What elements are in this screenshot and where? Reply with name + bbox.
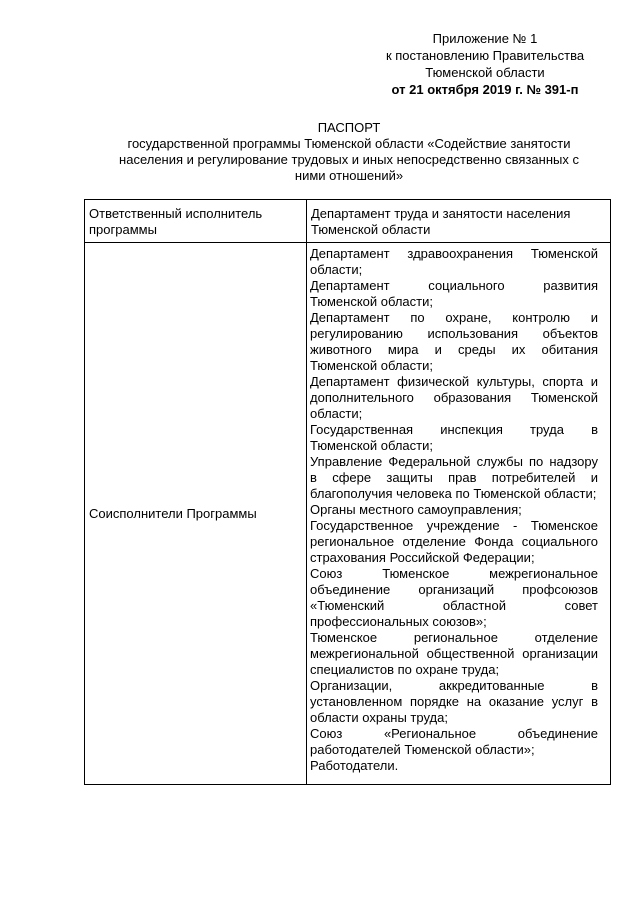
list-item: Союз Тюменское межрегиональное объединение организаций профсоюзов «Тюменский областной совет профессиональных союзов»; (310, 566, 598, 629)
coexecutors-list (307, 243, 611, 785)
responsible-value: Департамент труда и занятости населения Тюменской области (307, 200, 611, 243)
coexecutors-label: Соисполнители Программы (85, 243, 307, 785)
list-item: Государственная инспекция труда в Тюменской области; (310, 422, 598, 453)
list-item: Департамент здравоохранения Тюменской области; (310, 246, 598, 277)
passport-table (84, 199, 611, 785)
title-line-1: государственной программы Тюменской области «Содействие занятости (127, 136, 571, 151)
appendix-header (360, 30, 610, 98)
list-item: Департамент социального развития Тюменской области; (310, 278, 598, 309)
list-item: Департамент физической культуры, спорта и дополнительного образования Тюменской области; (310, 374, 598, 421)
list-item: Работодатели. (310, 758, 399, 773)
appendix-reference: к постановлению Правительства (385, 48, 585, 63)
title-line-3: ними отношений» (294, 168, 404, 183)
appendix-number: Приложение № 1 (432, 31, 538, 46)
list-item: Союз «Региональное объединение работодателей Тюменской области»; (310, 726, 598, 757)
table-row-responsible (85, 200, 611, 243)
title-line-2: населения и регулирование трудовых и иных непосредственно связанных с (119, 152, 579, 167)
list-item: Организации, аккредитованные в установленном порядке на оказание услуг в области охраны труда; (310, 678, 598, 725)
list-item: Органы местного самоуправления; (310, 502, 522, 517)
document-title (84, 120, 614, 184)
table-row-coexecutors (85, 243, 611, 785)
title-heading: ПАСПОРТ (317, 120, 381, 135)
list-item: Государственное учреждение - Тюменское региональное отделение Фонда социального страхования Российской Федерации; (310, 518, 598, 565)
appendix-decree-date: от 21 октября 2019 г. № 391-п (391, 82, 579, 97)
responsible-label: Ответственный исполнитель программы (85, 200, 307, 243)
list-item: Тюменское региональное отделение межрегиональной общественной организации специалистов по охране труда; (310, 630, 598, 677)
appendix-region: Тюменской области (425, 65, 545, 80)
list-item: Управление Федеральной службы по надзору в сфере защиты прав потребителей и благополучия человека по Тюменской области; (310, 454, 598, 501)
list-item: Департамент по охране, контролю и регулированию использования объектов животного мира и среды их обитания Тюменской области; (310, 310, 598, 373)
